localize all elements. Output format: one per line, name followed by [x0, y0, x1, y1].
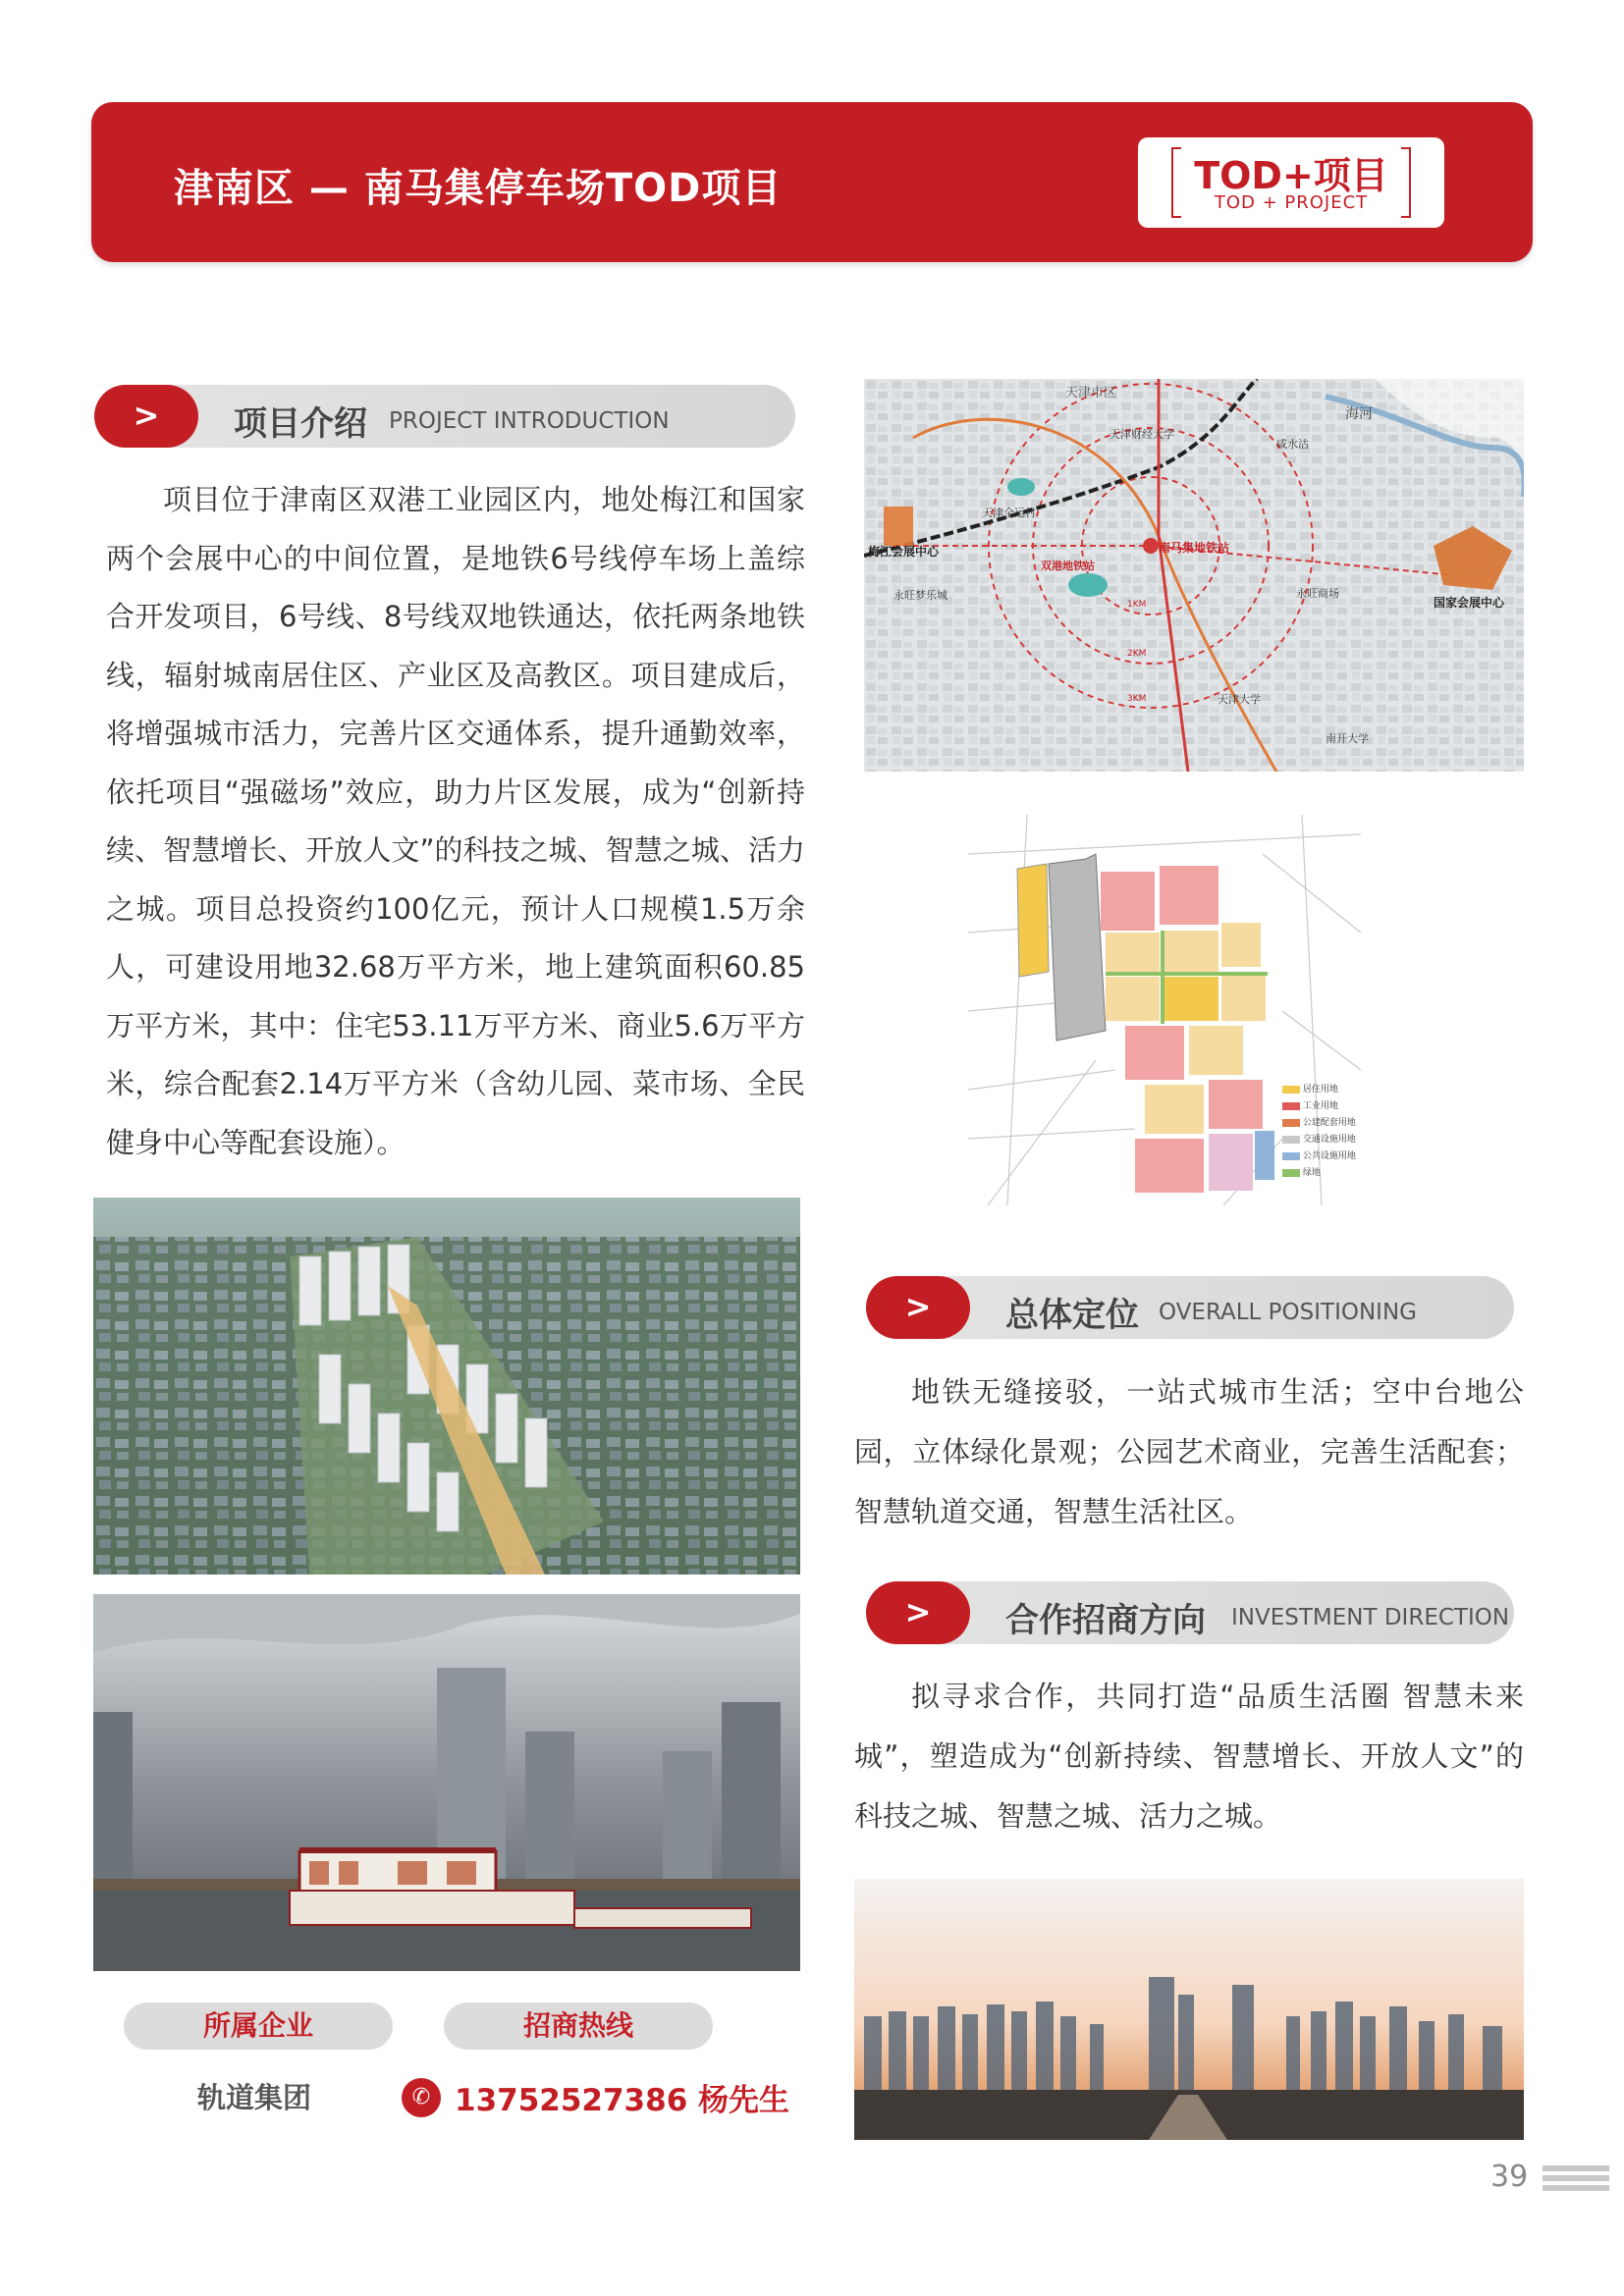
map-label-meijiang: 梅江会展中心: [868, 545, 940, 559]
legend-item: [1282, 1082, 1371, 1098]
location-map: [864, 379, 1524, 772]
map-label-nku: 南开大学: [1326, 732, 1369, 745]
arrow-icon: >: [94, 385, 198, 448]
section-title-cn: 合作招商方向: [1005, 1601, 1206, 1640]
section-rendering-graphic: [93, 1594, 800, 1971]
map-label-haihe: 海河: [1345, 406, 1373, 422]
badge-sub-text: TOD + PROJECT: [1214, 192, 1369, 213]
legend-swatch: [1282, 1102, 1300, 1110]
legend-label: 居住用地: [1302, 1085, 1338, 1095]
page-bar: [1543, 2175, 1609, 2181]
legend-item: [1282, 1115, 1371, 1132]
ring-label-2: 2KM: [1127, 649, 1147, 659]
hotline-label: 招商热线: [444, 2002, 713, 2050]
legend-swatch: [1282, 1086, 1300, 1094]
legend-label: 工业用地: [1302, 1101, 1338, 1111]
legend-item: [1282, 1148, 1371, 1165]
map-label-station: 南马集地铁站: [1159, 541, 1230, 555]
page-number: 39: [1490, 2160, 1529, 2194]
legend-item: [1282, 1098, 1371, 1115]
positioning-paragraph: 地铁无缝接驳，一站式城市生活；空中台地公园，立体绿化景观；公园艺术商业，完善生活配套；智慧轨道交通，智慧生活社区。: [854, 1375, 1524, 1528]
location-map-graphic: [864, 379, 1524, 772]
section-title-en: OVERALL POSITIONING: [1159, 1300, 1417, 1325]
investment-paragraph: 拟寻求合作，共同打造“品质生活圈 智慧未来城”，塑造成为“创新持续、智慧增长、开放人文”的科技之城、智慧之城、活力之城。: [854, 1680, 1524, 1833]
map-label-shuanggang: 双港地铁站: [1041, 560, 1095, 572]
legend-swatch: [1282, 1119, 1300, 1127]
legend-label: 公共设施用地: [1302, 1151, 1356, 1161]
phone-icon: ✆: [402, 2078, 441, 2117]
header-banner: [91, 102, 1533, 262]
page-bar: [1543, 2185, 1609, 2191]
legend-swatch: [1282, 1169, 1300, 1177]
skyline-rendering-graphic: [854, 1879, 1524, 2140]
tod-badge: [1138, 137, 1444, 228]
map-label-national: 国家会展中心: [1434, 596, 1505, 610]
section-title-en: INVESTMENT DIRECTION: [1231, 1605, 1510, 1630]
ring-label-3: 3KM: [1127, 694, 1147, 704]
landuse-legend: [1282, 1082, 1371, 1182]
aerial-rendering: [93, 1198, 800, 1575]
legend-swatch: [1282, 1136, 1300, 1144]
legend-swatch: [1282, 1152, 1300, 1160]
legend-label: 交通设施用地: [1302, 1135, 1356, 1145]
map-label-tjmetro: 天津全运村: [982, 507, 1036, 519]
skyline-rendering: [854, 1879, 1524, 2140]
map-label-district: 天津市区: [1065, 386, 1117, 400]
intro-paragraph: 项目位于津南区双港工业园区内，地处梅江和国家两个会展中心的中间位置，是地铁6号线停车场上盖综合开发项目，6号线、8号线双地铁通达，依托两条地铁线，辐射城南居住区、产业区及高教区。项目建成后，将增强城市活力，完善片区交通体系，提升通勤效率，依托项目“强磁场”效应，助力片区发展，成为“创新持续、智慧增长、开放人文”的科技之城、智慧之城、活力之城。项目总投资约100亿元，预计人口规模1.5万余人，可建设用地32.68万平方米，地上建筑面积60.85万平方米，其中：住宅53.11万平方米、商业5.6万平方米，综合配套2.14万平方米（含幼儿园、菜市场、全民健身中心等配套设施）。: [106, 483, 805, 1159]
section-header-positioning: [866, 1276, 1514, 1339]
map-label-tju: 天津大学: [1218, 693, 1261, 706]
section-header-intro: [94, 385, 795, 448]
map-label-mall: 永旺商场: [1296, 587, 1339, 600]
legend-item: [1282, 1165, 1371, 1182]
map-label-finance-univ: 天津财经大学: [1110, 428, 1174, 441]
arrow-icon: >: [866, 1581, 970, 1644]
page-bar: [1543, 2165, 1609, 2171]
map-label-xianshui: 咸水沽: [1276, 438, 1309, 451]
page-title: 津南区 — 南马集停车场TOD项目: [174, 166, 783, 211]
ring-label-1: 1KM: [1127, 600, 1147, 610]
aerial-rendering-graphic: [93, 1198, 800, 1575]
legend-item: [1282, 1132, 1371, 1148]
section-header-investment: [866, 1581, 1514, 1644]
badge-main-text: TOD+项目: [1194, 154, 1388, 197]
arrow-icon: >: [866, 1276, 970, 1339]
map-label-yongwang: 永旺梦乐城: [893, 589, 947, 602]
section-title-en: PROJECT INTRODUCTION: [389, 408, 670, 434]
legend-label: 公建配套用地: [1302, 1118, 1356, 1128]
legend-label: 绿地: [1302, 1168, 1321, 1178]
company-value: 轨道集团: [197, 2081, 312, 2114]
section-title-cn: 总体定位: [1005, 1296, 1139, 1335]
company-label: 所属企业: [124, 2002, 393, 2050]
hotline-value[interactable]: 13752527386 杨先生: [455, 2083, 790, 2118]
section-title-cn: 项目介绍: [234, 404, 367, 444]
section-rendering: [93, 1594, 800, 1971]
